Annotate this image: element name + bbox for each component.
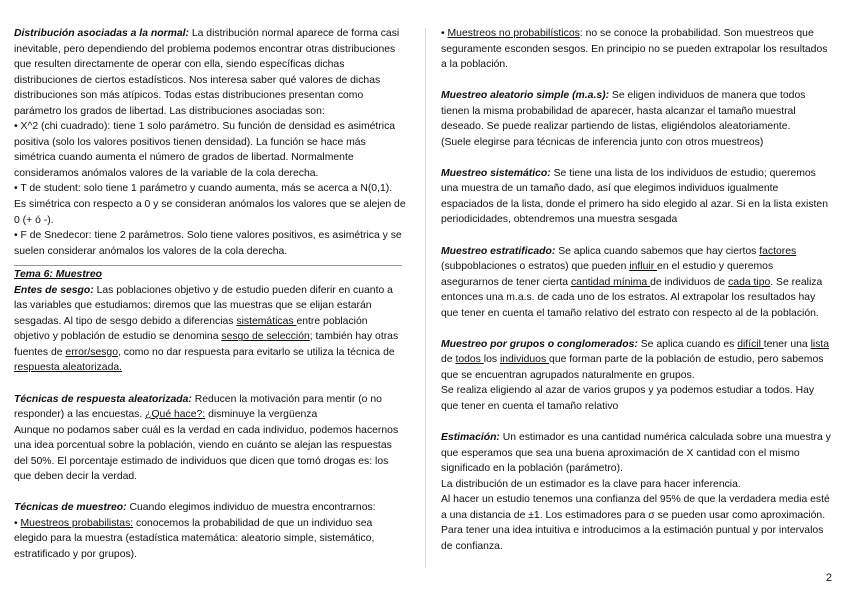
est-underline-4: cada tipo xyxy=(728,276,771,288)
entes-text-4: , como no dar respuesta para evitarlo se utiliza la técnica de xyxy=(117,346,395,358)
grp-text-5: que forman parte de la población de estudio, pero sabemos que se encuentran agrupados naturalmente en grupos. xyxy=(441,354,824,381)
resp-paragraph xyxy=(14,392,406,423)
page-number: 2 xyxy=(825,572,832,584)
entes-title: Entes de sesgo: xyxy=(14,284,94,296)
estim-title: Estimación: xyxy=(441,431,500,443)
resp-title: Técnicas de respuesta aleatorizada: xyxy=(14,393,192,405)
nop-bullet xyxy=(441,26,833,73)
sis-paragraph xyxy=(441,166,833,228)
chi-bullet: • X^2 (chi cuadrado): tiene 1 solo parámetro. Su función de densidad es asimétrica positiva (solo los valores positivos tienen densidad). La función se hace más simétrica cuando aumenta el número de grados de libertad. Normalmente consideramos anómalos valores de la variable de la cola derecha. xyxy=(14,121,396,179)
est-underline-1: factores xyxy=(759,245,797,257)
entes-underline-4: respuesta aleatorizada. xyxy=(14,362,123,374)
est-title: Muestreo estratificado: xyxy=(441,245,556,257)
dist-title: Distribución asociadas a la normal: xyxy=(14,28,189,39)
entes-underline-3: error/sesgo xyxy=(65,346,118,358)
entes-text-2: entre población objetivo y población de estudio se denomina xyxy=(14,315,368,343)
tema-title xyxy=(14,267,406,283)
sis-text: Se tiene una lista de los individuos de estudio; queremos una muestra de un tamaño dado, así que elegimos individuos igualmente espaciados de la lista, donde el primero ha sido elegido al azar. Si en la lista existen periodicidades, obtendremos una muestra sesgada xyxy=(441,167,828,226)
grp-text-3: de xyxy=(441,354,456,366)
estim-text-1: Un estimador es una cantidad numérica calculada sobre una muestra y que esperamos que sea una buena aproximación de X cantidad con el mismo significado en la población (parámetro). xyxy=(441,431,831,475)
est-text-3: en el estudio y queremos asegurarnos de tener cierta xyxy=(441,261,774,288)
grp-paragraph xyxy=(441,337,833,384)
bullet-mark: • xyxy=(14,517,21,529)
grp-text-1: Se aplica cuando es xyxy=(637,338,738,350)
est-text-5: . Se realiza entonces una m.a.s. de cada uno de los estratos. Al extrapolar los resultados hay que tener en cuenta el tamaño relativo del estrato con respecto al de la población. xyxy=(441,276,823,319)
est-text-1: Se aplica cuando sabemos que hay ciertos xyxy=(555,245,760,257)
right-column xyxy=(441,26,833,554)
section-divider xyxy=(14,265,402,266)
dist-paragraph xyxy=(14,26,406,119)
f-snedecor-bullet: • F de Snedecor: tiene 2 parámetros. Solo tiene valores positivos, es asimétrica y se suelen considerar anómalos los valores de la cola derecha. xyxy=(14,230,402,257)
bullet-mark: • xyxy=(441,28,448,39)
mas-title: Muestreo aleatorio simple (m.a.s): xyxy=(441,90,610,102)
column-divider xyxy=(425,28,426,568)
resp-text-2: disminuye la vergüenza xyxy=(205,409,318,421)
est-paragraph xyxy=(441,244,833,322)
entes-underline-2: sesgo de selección xyxy=(221,331,310,343)
tec-underline: Muestreos probabilistas: xyxy=(20,517,134,529)
entes-underline-1: sistemáticas xyxy=(236,315,297,327)
grp-underline-1: difícil xyxy=(737,338,764,350)
est-underline-2: influir xyxy=(629,261,658,273)
grp-underline-3: todos xyxy=(455,354,484,366)
t-student-bullet: • T de student: solo tiene 1 parámetro y cuando aumenta, más se acerca a N(0,1). Es simétrica con respecto a 0 y se consideran anómalos los valores que se alejen de 0 (+ ó -). xyxy=(14,183,406,226)
grp-underline-4: individuos xyxy=(499,354,550,366)
grp-text-6: Se realiza eligiendo al azar de varios grupos y ya podemos estudiar a todos. Hay que tener en cuenta el tamaño relativo xyxy=(441,385,815,412)
resp-text-3: Aunque no podamos saber cuál es la verdad en cada individuo, podemos hacernos una idea porcentual sobre la población, viendo en cuánto se alejan las respuestas del 50%. El porcentaje estimado de individuos que dicen que tomó drogas es: los que deben decir la verdad. xyxy=(14,424,399,483)
grp-text-4: los xyxy=(483,354,500,366)
sis-title: Muestreo sistemático: xyxy=(441,167,551,179)
grp-text-2: tener una xyxy=(763,338,811,350)
est-text-2: (subpoblaciones o estratos) que pueden xyxy=(441,261,630,273)
mas-text-1: Se eligen individuos de manera que todos tienen la misma probabilidad de aparecer, hasta alcanzar el tamaño muestral deseado. Se puede realizar partiendo de listas, eligiéndolos aleatoriamente. xyxy=(441,90,806,133)
entes-text-3: ; también hay otras fuentes de xyxy=(14,331,399,358)
estim-paragraph xyxy=(441,430,833,477)
mas-text-2: (Suele elegirse para técnicas de inferencia junto con otros muestreos) xyxy=(441,136,764,148)
estim-text-2: La distribución de un estimador es la clave para hacer inferencia. xyxy=(441,478,741,490)
tec-title: Técnicas de muestreo: xyxy=(14,502,127,514)
tec-text-2: conocemos la probabilidad de que un individuo sea elegido para la muestra (estadística matemática: aleatorio simple, sistemático, estratificado y por grupos). xyxy=(14,517,375,560)
est-text-4: de individuos de xyxy=(650,276,729,288)
tec-text-1: Cuando elegimos individuo de muestra encontrarnos: xyxy=(126,502,376,514)
entes-text-1: Las poblaciones objetivo y de estudio pueden diferir en cuanto a las variables que estudiamos: diremos que las muestras que se elijan estarán sesgadas. Al tipo de sesgo debido a diferencias xyxy=(14,284,393,327)
dist-text: La distribución normal aparece de forma casi inevitable, pero dependiendo del problema podemos encontrar otras distribuciones que resulten directamente de operar con ella, siendo específicas dichas distribuciones de ciertos estadísticos. Nos interesa saber qué valores de dichas distribuciones son más atípicos. Todas estas distribuciones presentan como parámetro los grados de libertad. Las distribuciones asociadas son: xyxy=(14,28,400,117)
grp-underline-2: lista xyxy=(810,338,830,350)
resp-underline: ¿Qué hace?: xyxy=(145,409,206,421)
nop-underline: Muestreos no probabilísticos xyxy=(447,28,580,39)
estim-text-3: Al hacer un estudio tenemos una confianza del 95% de que la verdadera media esté a una distancia de ±1. Los estimadores para σ se pueden usar como aproximación. Para tener una idea intuitiva e introducimos a la estimación puntual y por intervalos de confianza. xyxy=(441,494,830,552)
mas-paragraph xyxy=(441,88,833,135)
grp-title: Muestreo por grupos o conglomerados: xyxy=(441,338,638,350)
entes-paragraph xyxy=(14,283,406,376)
left-column xyxy=(14,26,406,563)
tec-paragraph xyxy=(14,500,406,516)
nop-text: : no se conoce la probabilidad. Son muestreos que seguramente esconden sesgos. En principio no se pueden extrapolar los resultados a la población. xyxy=(441,28,828,71)
tema-heading: Tema 6: Muestreo xyxy=(14,269,102,281)
tec-bullet xyxy=(14,516,406,563)
resp-text-1: Reducen la motivación para mentir (o no responder) a las encuestas. xyxy=(14,393,382,421)
est-underline-3: cantidad mínima xyxy=(570,276,651,288)
